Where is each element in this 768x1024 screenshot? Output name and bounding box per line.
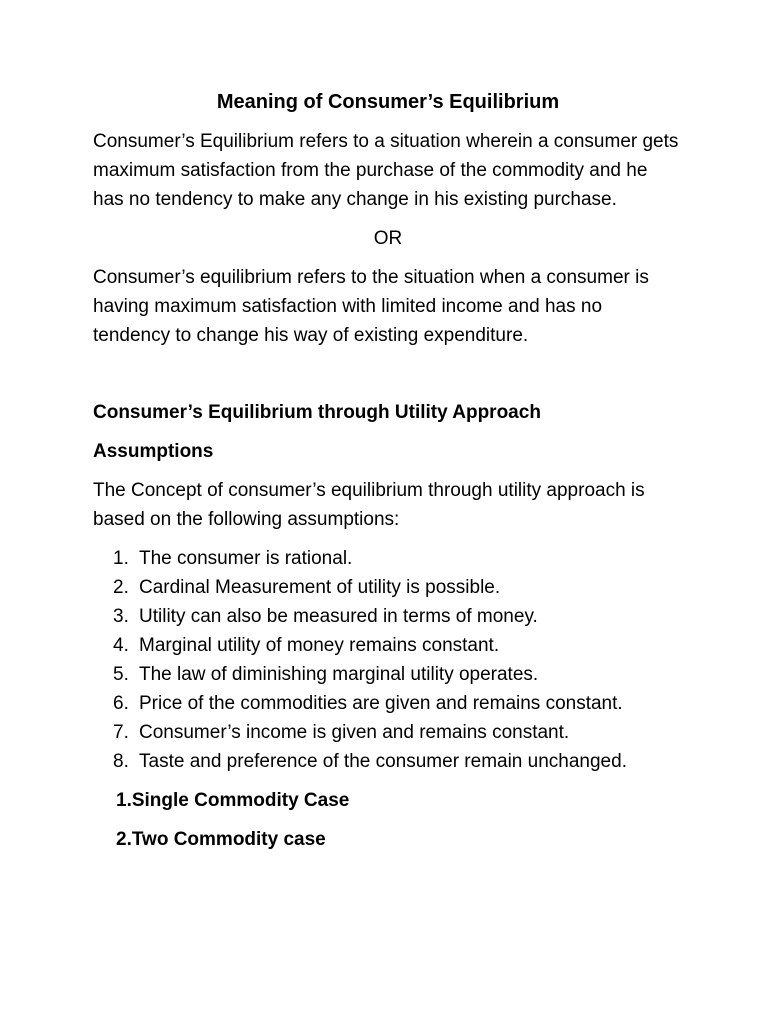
list-item-text: The consumer is rational. — [139, 548, 353, 569]
list-item-number: 2. — [113, 577, 129, 598]
list-item — [93, 544, 683, 573]
assumptions-list — [93, 544, 683, 776]
list-item-text: Taste and preference of the consumer remain unchanged. — [139, 751, 627, 772]
or-separator: OR — [373, 228, 403, 249]
section-heading: Consumer’s Equilibrium through Utility Approach — [93, 402, 541, 423]
definition-paragraph-2: Consumer’s equilibrium refers to the situation when a consumer is having maximum satisfaction with limited income and has no tendency to change his way of existing expenditure. — [93, 267, 649, 346]
list-item — [93, 747, 683, 776]
definition-paragraph-1: Consumer’s Equilibrium refers to a situation wherein a consumer gets maximum satisfaction from the purchase of the commodity and he has no tendency to make any change in his existing purchase. — [93, 131, 679, 210]
list-item-number: 1. — [113, 548, 129, 569]
case-heading-two: 2.Two Commodity case — [116, 829, 326, 850]
list-item-number: 8. — [113, 751, 129, 772]
assumptions-intro: The Concept of consumer’s equilibrium through utility approach is based on the following assumptions: — [93, 480, 645, 530]
list-item-text: Marginal utility of money remains constant. — [139, 635, 500, 656]
section-spacer — [93, 360, 683, 398]
list-item-number: 3. — [113, 606, 129, 627]
list-item-text: Cardinal Measurement of utility is possible. — [139, 577, 501, 598]
list-item-text: Utility can also be measured in terms of money. — [139, 606, 538, 627]
list-item — [93, 689, 683, 718]
list-item-number: 6. — [113, 693, 129, 714]
list-item-text: The law of diminishing marginal utility operates. — [139, 664, 539, 685]
document-body — [93, 88, 683, 864]
list-item — [93, 718, 683, 747]
assumptions-heading: Assumptions — [93, 441, 214, 462]
list-item-number: 5. — [113, 664, 129, 685]
list-item — [93, 573, 683, 602]
list-item-text: Consumer’s income is given and remains constant. — [139, 722, 570, 743]
list-item-text: Price of the commodities are given and remains constant. — [139, 693, 623, 714]
list-item — [93, 602, 683, 631]
list-item — [93, 631, 683, 660]
case-heading-single: 1.Single Commodity Case — [116, 790, 350, 811]
page-title: Meaning of Consumer’s Equilibrium — [216, 91, 560, 113]
list-item — [93, 660, 683, 689]
list-item-number: 4. — [113, 635, 129, 656]
list-item-number: 7. — [113, 722, 129, 743]
